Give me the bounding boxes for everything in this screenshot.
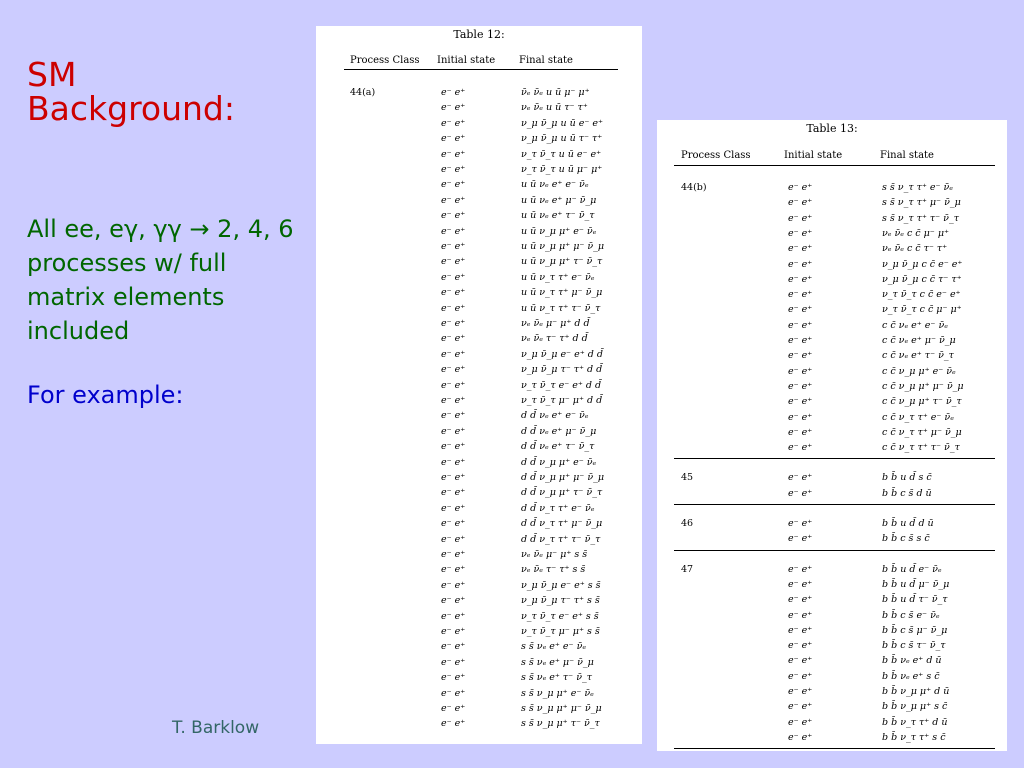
process-class: 44(a) [350,87,376,98]
table-row [316,193,642,208]
initial-state: e⁻ e⁺ [441,287,466,299]
table-12 [316,26,642,744]
table-13 [657,120,1007,751]
final-state: b b̄ ν_μ μ⁺ d ū [882,686,950,697]
initial-state: e⁻ e⁺ [441,348,466,360]
final-state: c c̄ ν_μ μ⁺ μ⁻ ν̄_μ [882,380,964,392]
initial-state: e⁻ e⁺ [441,256,466,268]
table-row [657,287,1007,302]
final-state: u ū ν_μ μ⁺ μ⁻ ν̄_μ [521,241,605,252]
table-row [316,131,642,146]
table-row [657,195,1007,210]
initial-state: e⁻ e⁺ [441,364,466,376]
final-state: b b̄ u d̄ μ⁻ ν̄_μ [882,578,950,590]
initial-state: e⁻ e⁺ [788,212,813,224]
table-row [316,485,642,500]
final-state: b b̄ ν_τ τ⁺ s c̄ [882,731,946,743]
table-title: Table 12: [453,28,505,41]
final-state: ν_μ ν̄_μ e⁻ e⁺ s s̄ [521,579,601,591]
final-state: s s̄ ν_μ μ⁺ τ⁻ ν̄_τ [521,718,600,730]
group-rule [674,504,995,505]
table-row [316,547,642,562]
column-header: Final state [880,150,934,161]
table-row [316,362,642,377]
final-state: ν_τ ν̄_τ u ū μ⁻ μ⁺ [521,164,603,175]
table-row [316,85,642,100]
final-state: b b̄ ν_μ μ⁺ s c̄ [882,701,948,713]
initial-state: e⁻ e⁺ [441,441,466,453]
table-row [657,531,1007,546]
final-state: ν_τ ν̄_τ μ⁻ μ⁺ s s̄ [521,626,600,637]
final-state: c c̄ ν_τ τ⁺ τ⁻ ν̄_τ [882,442,960,454]
table-row [657,470,1007,485]
final-state: b b̄ c s̄ μ⁻ ν̄_μ [882,624,948,636]
table-row [657,425,1007,440]
initial-state: e⁻ e⁺ [788,624,813,636]
initial-state: e⁻ e⁺ [441,641,466,653]
final-state: c c̄ νₑ e⁺ τ⁻ ν̄_τ [882,350,954,362]
final-state: νₑ ν̄ₑ c c̄ μ⁻ μ⁺ [882,227,950,239]
initial-state: e⁻ e⁺ [441,225,466,237]
table-row [657,364,1007,379]
final-state: s s̄ νₑ e⁺ μ⁻ ν̄_μ [521,656,594,668]
table-row [316,624,642,639]
initial-state: e⁻ e⁺ [441,395,466,406]
initial-state: e⁻ e⁺ [788,472,813,484]
initial-state: e⁻ e⁺ [441,610,466,622]
final-state: s s̄ νₑ e⁺ e⁻ ν̄ₑ [521,641,587,653]
final-state: d d̄ ν_τ τ⁺ μ⁻ ν̄_μ [521,518,603,530]
final-state: ν_μ ν̄_μ u ū τ⁻ τ⁺ [521,133,603,145]
table-row [316,254,642,269]
table-row [657,333,1007,348]
initial-state: e⁻ e⁺ [788,442,813,454]
table-row [657,257,1007,272]
initial-state: e⁻ e⁺ [788,365,813,377]
initial-state: e⁻ e⁺ [788,243,813,255]
final-state: u ū νₑ e⁺ e⁻ ν̄ₑ [521,179,589,191]
table-row [657,241,1007,256]
initial-state: e⁻ e⁺ [441,487,466,499]
final-state: ν_τ ν̄_τ e⁻ e⁺ s s̄ [521,610,599,622]
table-row [316,455,642,470]
column-header: Process Class [350,55,420,66]
initial-state: e⁻ e⁺ [441,410,466,422]
final-state: s s̄ ν_τ τ⁺ e⁻ ν̄ₑ [882,182,953,193]
final-state: c c̄ νₑ e⁺ μ⁻ ν̄_μ [882,335,956,346]
initial-state: e⁻ e⁺ [788,563,813,575]
final-state: d d̄ νₑ e⁺ μ⁻ ν̄_μ [521,425,597,437]
table-row [657,608,1007,623]
initial-state: e⁻ e⁺ [788,518,813,529]
table-row [657,486,1007,501]
final-state: b b̄ ν_τ τ⁺ d ū [882,716,948,728]
initial-state: e⁻ e⁺ [788,258,813,270]
final-state: s s̄ ν_μ μ⁺ e⁻ ν̄ₑ [521,687,594,699]
final-state: ν_μ ν̄_μ τ⁻ τ⁺ d d̄ [521,364,603,376]
final-state: b b̄ u d̄ τ⁻ ν̄_τ [882,594,948,606]
initial-state: e⁻ e⁺ [441,148,466,160]
initial-state: e⁻ e⁺ [441,456,466,468]
final-state: s s̄ νₑ e⁺ τ⁻ ν̄_τ [521,672,592,684]
final-state: c c̄ ν_τ τ⁺ μ⁻ ν̄_μ [882,426,962,438]
final-state: u ū ν_μ μ⁺ e⁻ ν̄ₑ [521,225,597,237]
table-row [316,162,642,177]
initial-state: e⁻ e⁺ [441,425,466,437]
table-row [316,655,642,670]
final-state: νₑ ν̄ₑ τ⁻ τ⁺ s s̄ [521,564,586,576]
table-row [657,562,1007,577]
initial-state: e⁻ e⁺ [441,318,466,329]
final-state: ν̄ₑ ν̄ₑ u ū μ⁻ μ⁺ [521,87,590,98]
final-state: s s̄ ν_τ τ⁺ μ⁻ ν̄_μ [882,197,961,209]
table-row [316,578,642,593]
initial-state: e⁻ e⁺ [441,179,466,191]
table-row [316,470,642,485]
final-state: ν_τ ν̄_τ u ū e⁻ e⁺ [521,148,602,160]
initial-state: e⁻ e⁺ [788,487,813,499]
table-row [657,180,1007,195]
table-row [316,301,642,316]
table-row [316,424,642,439]
table-row [316,408,642,423]
initial-state: e⁻ e⁺ [441,87,466,98]
final-state: c c̄ ν_μ μ⁺ τ⁻ ν̄_τ [882,396,962,408]
final-state: b b̄ νₑ e⁺ s c̄ [882,670,940,682]
table-row [657,684,1007,699]
table-row [316,177,642,192]
initial-state: e⁻ e⁺ [441,210,466,222]
table-row [316,593,642,608]
slide-title-line2: Background: [27,89,235,128]
final-state: ν_τ ν̄_τ c c̄ μ⁻ μ⁺ [882,304,962,316]
final-state: νₑ ν̄ₑ u ū τ⁻ τ⁺ [521,102,588,114]
initial-state: e⁻ e⁺ [441,379,466,391]
table-row [657,348,1007,363]
initial-state: e⁻ e⁺ [788,396,813,408]
initial-state: e⁻ e⁺ [441,271,466,283]
initial-state: e⁻ e⁺ [788,426,813,438]
final-state: ν_μ ν̄_μ τ⁻ τ⁺ s s̄ [521,595,600,607]
final-state: u ū ν_τ τ⁺ e⁻ ν̄ₑ [521,271,595,283]
final-state: u ū ν_μ μ⁺ τ⁻ ν̄_τ [521,256,603,268]
process-class: 47 [681,563,694,575]
table-row [657,272,1007,287]
final-state: b b̄ c s̄ d ū [882,487,932,499]
final-state: c c̄ νₑ e⁺ e⁻ ν̄ₑ [882,319,948,331]
lead-text: All ee, eγ, γγ → 2, 4, 6 processes w/ full matrix elements included [27,215,294,345]
initial-state: e⁻ e⁺ [441,672,466,684]
table-title: Table 13: [806,122,858,135]
initial-state: e⁻ e⁺ [441,656,466,668]
initial-state: e⁻ e⁺ [441,595,466,607]
group-rule [674,748,995,749]
group-rule [674,550,995,551]
table-row [316,378,642,393]
initial-state: e⁻ e⁺ [441,133,466,145]
initial-state: e⁻ e⁺ [441,626,466,637]
table-row [657,638,1007,653]
initial-state: e⁻ e⁺ [788,686,813,697]
final-state: s s̄ ν_μ μ⁺ μ⁻ ν̄_μ [521,703,602,714]
final-state: νₑ ν̄ₑ μ⁻ μ⁺ s s̄ [521,549,588,560]
final-state: b b̄ νₑ e⁺ d ū [882,655,942,667]
process-class: 45 [681,472,694,484]
final-state: ν_τ ν̄_τ μ⁻ μ⁺ d d̄ [521,395,603,406]
initial-state: e⁻ e⁺ [441,472,466,483]
final-state: ν_μ ν̄_μ c c̄ τ⁻ τ⁺ [882,273,962,285]
table-row [657,715,1007,730]
slide-title [27,55,235,128]
table-row [657,379,1007,394]
initial-state: e⁻ e⁺ [788,319,813,331]
table-row [657,394,1007,409]
initial-state: e⁻ e⁺ [441,241,466,252]
final-state: c c̄ ν_τ τ⁺ e⁻ ν̄ₑ [882,411,954,423]
table-row [316,316,642,331]
final-state: ν_μ ν̄_μ c c̄ e⁻ e⁺ [882,258,963,270]
table-row [316,516,642,531]
final-state: u ū ν_τ τ⁺ τ⁻ ν̄_τ [521,302,601,314]
table-row [657,302,1007,317]
process-class: 44(b) [681,182,707,193]
column-header: Initial state [437,55,496,66]
table-row [316,270,642,285]
table-row [657,623,1007,638]
table-row [316,393,642,408]
column-header: Initial state [784,150,843,161]
final-state: c c̄ ν_μ μ⁺ e⁻ ν̄ₑ [882,365,956,377]
initial-state: e⁻ e⁺ [441,502,466,514]
final-state: u ū νₑ e⁺ μ⁻ ν̄_μ [521,194,597,206]
initial-state: e⁻ e⁺ [441,194,466,206]
initial-state: e⁻ e⁺ [441,164,466,175]
header-rule [344,69,618,70]
initial-state: e⁻ e⁺ [788,594,813,606]
final-state: u ū νₑ e⁺ τ⁻ ν̄_τ [521,210,595,222]
table-row [316,686,642,701]
final-state: b b̄ u d̄ d ū [882,518,934,529]
initial-state: e⁻ e⁺ [441,579,466,591]
final-state: b b̄ c s̄ τ⁻ ν̄_τ [882,640,946,652]
table-row [316,239,642,254]
table-row [316,716,642,731]
table-row [316,439,642,454]
initial-state: e⁻ e⁺ [788,197,813,209]
table-row [657,699,1007,714]
author-credit: T. Barklow [172,718,260,738]
final-state: d d̄ ν_μ μ⁺ τ⁻ ν̄_τ [521,487,603,499]
table-row [316,285,642,300]
table-row [316,116,642,131]
initial-state: e⁻ e⁺ [441,117,466,129]
table-row [657,318,1007,333]
final-state: νₑ ν̄ₑ c c̄ τ⁻ τ⁺ [882,243,948,255]
final-state: νₑ ν̄ₑ τ⁻ τ⁺ d d̄ [521,333,588,345]
final-state: ν_μ ν̄_μ e⁻ e⁺ d d̄ [521,348,603,360]
final-state: b b̄ c s̄ s c̄ [882,533,930,545]
final-state: d d̄ ν_τ τ⁺ e⁻ ν̄ₑ [521,502,595,514]
final-state: b b̄ u d̄ s c̄ [882,472,932,484]
initial-state: e⁻ e⁺ [441,718,466,730]
initial-state: e⁻ e⁺ [441,549,466,560]
initial-state: e⁻ e⁺ [788,716,813,728]
initial-state: e⁻ e⁺ [441,518,466,530]
table-row [316,701,642,716]
table-row [657,226,1007,241]
final-state: ν_τ ν̄_τ e⁻ e⁺ d d̄ [521,379,602,391]
final-state: d d̄ ν_τ τ⁺ τ⁻ ν̄_τ [521,533,601,545]
table-row [316,208,642,223]
table-row [316,331,642,346]
group-rule [674,458,995,459]
table-row [657,410,1007,425]
column-header: Final state [519,55,573,66]
initial-state: e⁻ e⁺ [788,273,813,285]
table-row [657,516,1007,531]
initial-state: e⁻ e⁺ [788,701,813,713]
table-row [657,577,1007,592]
table-row [316,562,642,577]
initial-state: e⁻ e⁺ [788,655,813,667]
final-state: d d̄ νₑ e⁺ e⁻ ν̄ₑ [521,410,589,422]
final-state: u ū ν_τ τ⁺ μ⁻ ν̄_μ [521,287,603,299]
initial-state: e⁻ e⁺ [788,411,813,423]
table-row [316,609,642,624]
initial-state: e⁻ e⁺ [788,289,813,301]
initial-state: e⁻ e⁺ [788,640,813,652]
header-rule [674,165,995,166]
table-row [657,440,1007,455]
table-row [657,730,1007,745]
initial-state: e⁻ e⁺ [788,578,813,590]
initial-state: e⁻ e⁺ [788,182,813,193]
table-row [316,670,642,685]
final-state: s s̄ ν_τ τ⁺ τ⁻ ν̄_τ [882,212,959,224]
initial-state: e⁻ e⁺ [788,609,813,621]
initial-state: e⁻ e⁺ [788,380,813,392]
process-class: 46 [681,518,694,529]
initial-state: e⁻ e⁺ [441,703,466,714]
example-label: For example: [27,381,184,409]
table-row [316,147,642,162]
initial-state: e⁻ e⁺ [788,227,813,239]
initial-state: e⁻ e⁺ [788,533,813,545]
initial-state: e⁻ e⁺ [788,350,813,362]
final-state: d d̄ ν_μ μ⁺ μ⁻ ν̄_μ [521,472,605,483]
slide-title-line1: SM [27,55,77,94]
initial-state: e⁻ e⁺ [441,102,466,114]
initial-state: e⁻ e⁺ [441,687,466,699]
final-state: d d̄ ν_μ μ⁺ e⁻ ν̄ₑ [521,456,597,468]
table-row [316,639,642,654]
table-row [657,211,1007,226]
table-row [657,592,1007,607]
table-row [657,669,1007,684]
table-row [657,653,1007,668]
initial-state: e⁻ e⁺ [441,533,466,545]
final-state: νₑ ν̄ₑ μ⁻ μ⁺ d d̄ [521,318,590,329]
final-state: ν_τ ν̄_τ c c̄ e⁻ e⁺ [882,289,961,301]
final-state: b b̄ u d̄ e⁻ ν̄ₑ [882,563,942,575]
table-row [316,501,642,516]
initial-state: e⁻ e⁺ [788,335,813,346]
initial-state: e⁻ e⁺ [441,564,466,576]
column-header: Process Class [681,150,751,161]
table-row [316,100,642,115]
table-row [316,347,642,362]
final-state: d d̄ νₑ e⁺ τ⁻ ν̄_τ [521,441,595,453]
initial-state: e⁻ e⁺ [441,302,466,314]
table-row [316,532,642,547]
initial-state: e⁻ e⁺ [788,731,813,743]
initial-state: e⁻ e⁺ [441,333,466,345]
initial-state: e⁻ e⁺ [788,304,813,316]
initial-state: e⁻ e⁺ [788,670,813,682]
table-row [316,224,642,239]
final-state: ν_μ ν̄_μ u ū e⁻ e⁺ [521,117,604,129]
final-state: b b̄ c s̄ e⁻ ν̄ₑ [882,609,940,621]
